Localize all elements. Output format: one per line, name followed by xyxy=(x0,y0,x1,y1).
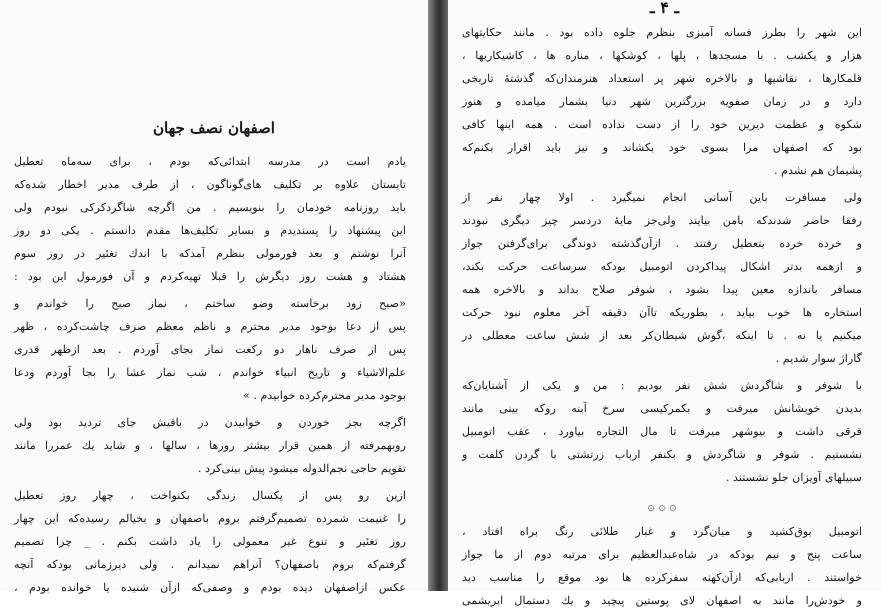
text-line: گاراژ سوار شدیم . xyxy=(775,352,862,365)
text-line: یادم است در مدرسه ابتدائی‌که بودم ، برای سه‌ماه تعطیل xyxy=(14,155,406,168)
text-line: اتومبیل بوق‌کشید و میان‌گرد و غبار طلائی رنگ براه افتاد ، xyxy=(462,525,862,538)
paragraph xyxy=(14,292,406,407)
text-line: گرفتم‌که بروم باصفهان؟ آنراهم نمیدانم . ولی دیرزمانی بود‌که آنچه xyxy=(14,558,406,571)
text-line: بوجود مدیر محترم‌کرده خوابیدم . » xyxy=(242,389,406,402)
text-line: و ازهمه بدتر اشکال پیداکردن اتومبیل بود‌که سرساعت حرکت بکند، xyxy=(462,260,862,273)
paragraph xyxy=(14,150,406,288)
text-line: ساعت پنج و نیم بود‌که در شاه‌عبدالعظیم برای مرتبه دوم از ما جواز xyxy=(462,548,862,561)
right-page xyxy=(448,0,881,607)
paragraph xyxy=(462,374,862,489)
chapter-title: اصفهان نصف جهان xyxy=(153,119,275,137)
text-line: ولی مسافرت باین آسانی انجام نمیگیرد . اولا چهار نفر از xyxy=(462,191,862,204)
paragraph xyxy=(462,186,862,370)
right-page-body xyxy=(462,21,862,612)
page-number: ـ ۴ ـ xyxy=(649,0,680,17)
text-line: خواستند . اربابی‌که ازآن‌کهنه سفرکرده ها بود موقع را مناسب دید xyxy=(462,571,862,584)
text-line: آنرا نوشتم و بعد فورمولی بنظرم آمد‌که با اندك تغئیر در روز سوم xyxy=(14,247,406,260)
text-line: میکنیم یا نه . تا اینکه ،گوش شیطان‌کر بعد از شش ساعت معطلی در xyxy=(462,329,862,342)
book-gutter xyxy=(428,0,448,591)
text-line: علم‌الاشیاء و تاریخ انبیاء خواندم ، شب نماز عشا را بجا آوردم ودعا xyxy=(14,366,406,379)
text-line: هزار و یکشب . با مسجدها ، پلها ، کوشکها ، مناره ها ، کاشیکاریها ، xyxy=(462,49,862,62)
section-ornament: ۞ ۞ ۞ xyxy=(647,499,677,513)
text-line: ازین رو پس از یکسال زندگی بکنواخت ، چهار روز تعطیل xyxy=(14,489,406,502)
text-line: هشتاد و هشت روز دیگرش را قبلا تهیه‌کردم و آن فورمول این بود : xyxy=(14,270,406,283)
paragraph xyxy=(14,484,406,599)
text-line: بود که اصفهان مرا بسوی خود بکشاند و نیز باید اقرار بکنم‌که xyxy=(462,141,862,154)
text-line: و خرده خرده بتعطیل رفتند . ازآن‌گذشته دوندگی برای‌گرفتن جواز xyxy=(462,237,862,250)
text-line: رفقا حاضر شدند‌که بامن بیایند ولی‌جز مایهٔ دردسر چیز دیگری نبودند xyxy=(462,214,862,227)
text-line: عکس ازاصفهان دیده بودم و وصفی‌که ازآن شنیده یا خوانده بودم ، xyxy=(14,581,406,594)
left-page-body xyxy=(14,150,406,599)
left-page xyxy=(0,0,428,594)
text-line: روبهمرفته از همین قرار بیشتر روزها ، سالها ، و شاید یك عمررا مانند xyxy=(14,439,406,452)
text-line: استخاره ها خوب بیاید ، بطوریکه تاآن دقیقه آخر معلوم نبود حرکت xyxy=(462,306,862,319)
text-line: نشستیم . شوفر و شاگردش و بکنفر ارباب زرتشتی با گردن کلفت و xyxy=(462,448,862,461)
text-line: شکوه و عظمت دیرین خود را از دست نداده است . همه اینها کافی xyxy=(462,118,862,131)
text-line: بدیدن خویشانش میرفت و بکمرکیسی سرخ آبنه روکه بینی مانند xyxy=(462,402,862,415)
text-line: سبیلهای آویزان جلو نشستند . xyxy=(725,471,862,484)
paragraph xyxy=(462,520,862,612)
text-line: مسافر باندازه معین پیدا بشود ، شوفر صلاح بداند و بالاخره همه xyxy=(462,283,862,296)
paragraph xyxy=(462,21,862,182)
text-line: پس از دعا بوجود مدیر محترم و ناظم معظم صرف چاشت‌کرده ، ظهر xyxy=(14,320,406,333)
text-line: باید روزنامه خودمان را بنویسیم . من اگرچه شاگردکرکی نبودم ولی xyxy=(14,201,406,214)
text-line: دارد و در زمان صفویه بزرگترین شهر دنیا بشمار میامده و هنوز xyxy=(462,95,862,108)
text-line: پشیمان هم نشدم . xyxy=(773,164,862,177)
paragraph xyxy=(14,411,406,480)
text-line: تقویم حاجی نجم‌الدوله میشود پیش بینی‌کرد . xyxy=(197,462,406,475)
text-line: تابستان علاوه بر تکلیف های‌گوناگون ، از طرف مدیر اخطار شده‌که xyxy=(14,178,406,191)
text-line: روز تغئیر و تنوع غیر معمولی را یاد داشت بکنم . _ چرا تصمیم xyxy=(14,535,406,548)
text-line: را غنیمت شمرده تصمیم‌گرفتم بروم باصفهان و بخیالم رسیده‌که این چهار xyxy=(14,512,406,525)
text-line: این شهر را بطرز فسانه آمیزی بنظرم جلوه داده بود . مانند حکایتهای xyxy=(462,26,862,39)
text-line: پس از صرف ناهار دو رکعت نماز بجای آوردم . بعد ازظهر قدری xyxy=(14,343,406,356)
text-line: «صبح زود برخاسته وضو ساختم ، نماز صبح را خواندم و xyxy=(14,297,406,310)
text-line: قرقی داشت و بیوشهر میرفت تا مال التجاره بیاورد ، عقب اتومبیل xyxy=(462,425,862,438)
text-line: اگرچه بجز خوردن و خوابیدن در باقیش جای تردید بود ولی xyxy=(14,416,406,429)
text-line: قلمکارها ، نقاشیها و بالاخره شهر پر استعداد هنرمندان‌که گذشتهٔ تاریخی xyxy=(462,72,862,85)
text-line: این پیشنهاد را پسندیدم و بسایر تکلیف‌ها مقدم دانستم . یکی دو روز xyxy=(14,224,406,237)
text-line: و خودش‌را مانند به اصفهان لای پوستین پیچید و یك دستمال ابریشمی xyxy=(462,594,862,607)
text-line: با شوفر و شاگردش شش نفر بودیم : من و یکی از آشنایان‌که xyxy=(462,379,862,392)
